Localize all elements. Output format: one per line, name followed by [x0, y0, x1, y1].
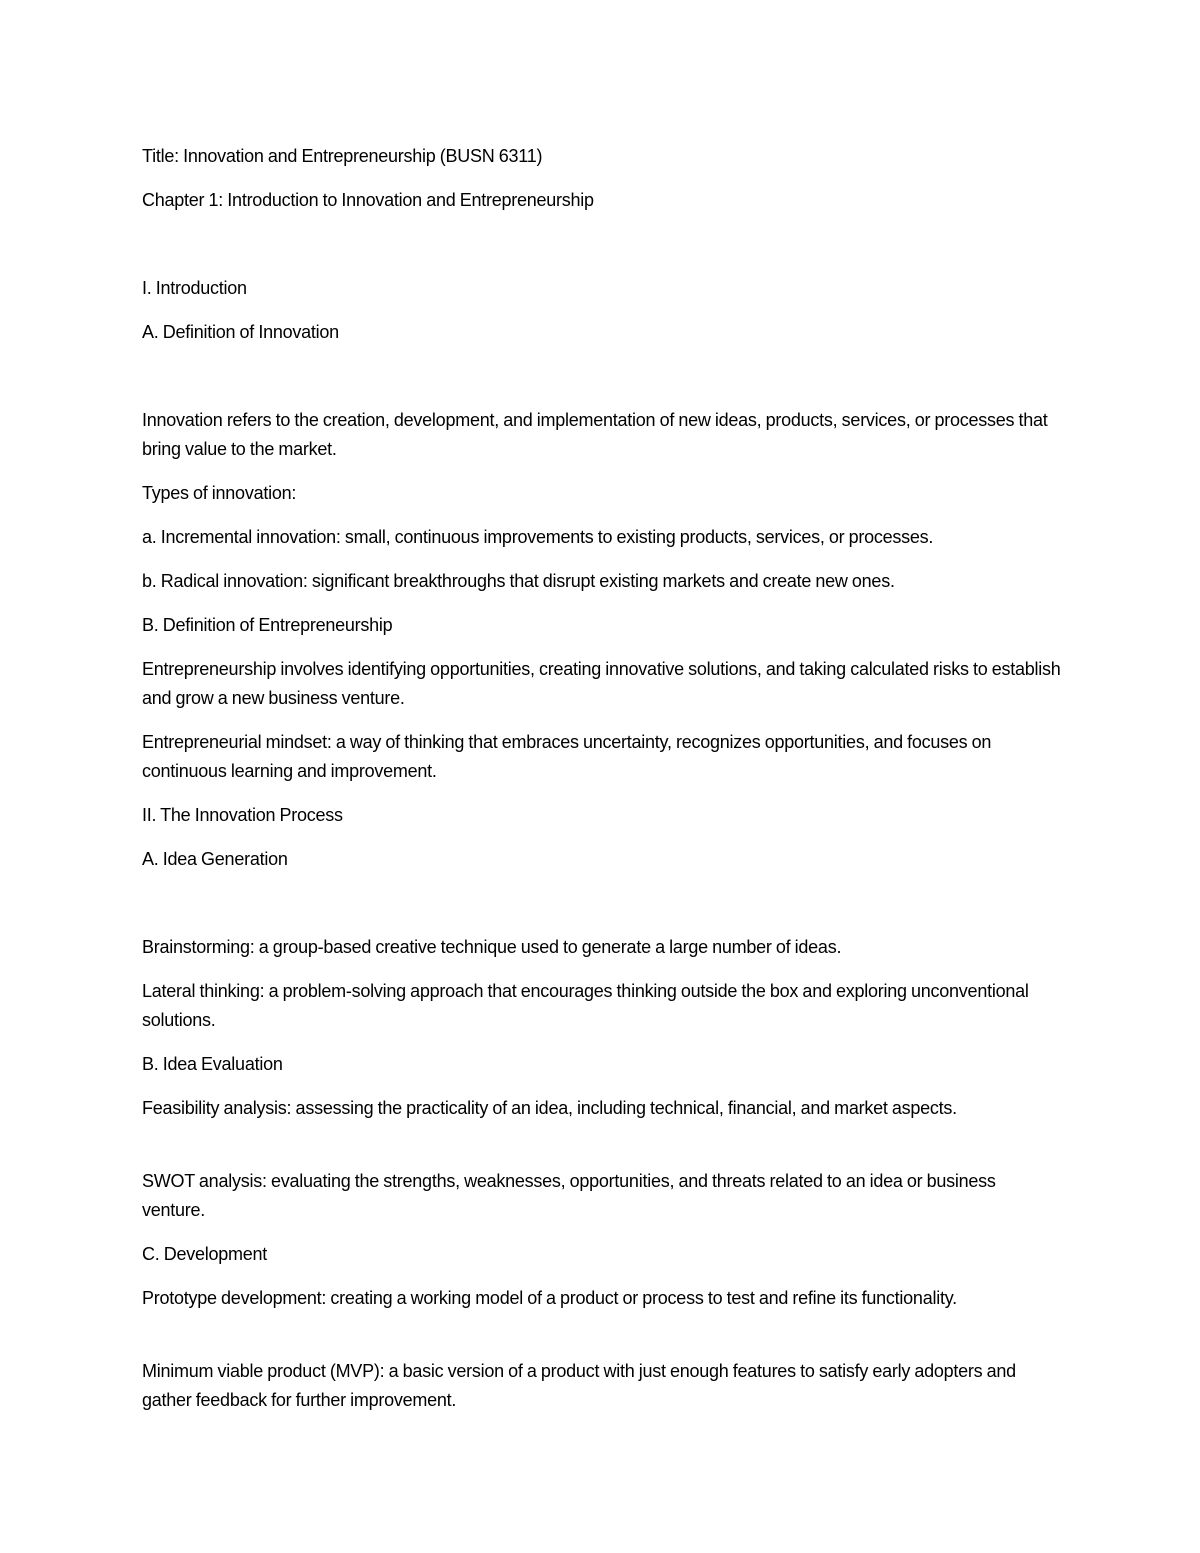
- paragraph-minimum-viable-product: Minimum viable product (MVP): a basic version of a product with just enough features to satisfy early adopters and gather feedback for further improvement.: [142, 1361, 1016, 1410]
- paragraph-types-of-innovation: Types of innovation:: [142, 483, 297, 503]
- paragraph-lateral-thinking: Lateral thinking: a problem-solving approach that encourages thinking outside the box and exploring unconventional solutions.: [142, 981, 1029, 1030]
- document-title: Title: Innovation and Entrepreneurship (BUSN 6311): [142, 146, 543, 166]
- subheading-development: C. Development: [142, 1244, 268, 1264]
- section-heading-innovation-process: II. The Innovation Process: [142, 805, 343, 825]
- list-item-incremental-innovation: a. Incremental innovation: small, continuous improvements to existing products, services, or processes.: [142, 527, 934, 547]
- paragraph-entrepreneurship-definition: Entrepreneurship involves identifying opportunities, creating innovative solutions, and taking calculated risks to establish and grow a new business venture.: [142, 659, 1061, 708]
- paragraph-innovation-definition: Innovation refers to the creation, development, and implementation of new ideas, products, services, or processes that bring value to the market.: [142, 410, 1048, 459]
- paragraph-brainstorming: Brainstorming: a group-based creative technique used to generate a large number of ideas.: [142, 937, 842, 957]
- subheading-definition-of-innovation: A. Definition of Innovation: [142, 322, 339, 342]
- subheading-definition-of-entrepreneurship: B. Definition of Entrepreneurship: [142, 615, 393, 635]
- subheading-idea-evaluation: B. Idea Evaluation: [142, 1054, 283, 1074]
- subheading-idea-generation: A. Idea Generation: [142, 849, 288, 869]
- paragraph-entrepreneurial-mindset: Entrepreneurial mindset: a way of thinking that embraces uncertainty, recognizes opportunities, and focuses on continuous learning and improvement.: [142, 732, 992, 781]
- paragraph-swot-analysis: SWOT analysis: evaluating the strengths, weaknesses, opportunities, and threats related to an idea or business venture.: [142, 1171, 996, 1220]
- paragraph-prototype-development: Prototype development: creating a working model of a product or process to test and refine its functionality.: [142, 1288, 957, 1308]
- paragraph-feasibility-analysis: Feasibility analysis: assessing the practicality of an idea, including technical, financial, and market aspects.: [142, 1098, 957, 1118]
- list-item-radical-innovation: b. Radical innovation: significant breakthroughs that disrupt existing markets and create new ones.: [142, 571, 895, 591]
- chapter-heading: Chapter 1: Introduction to Innovation and Entrepreneurship: [142, 190, 594, 210]
- section-heading-introduction: I. Introduction: [142, 278, 247, 298]
